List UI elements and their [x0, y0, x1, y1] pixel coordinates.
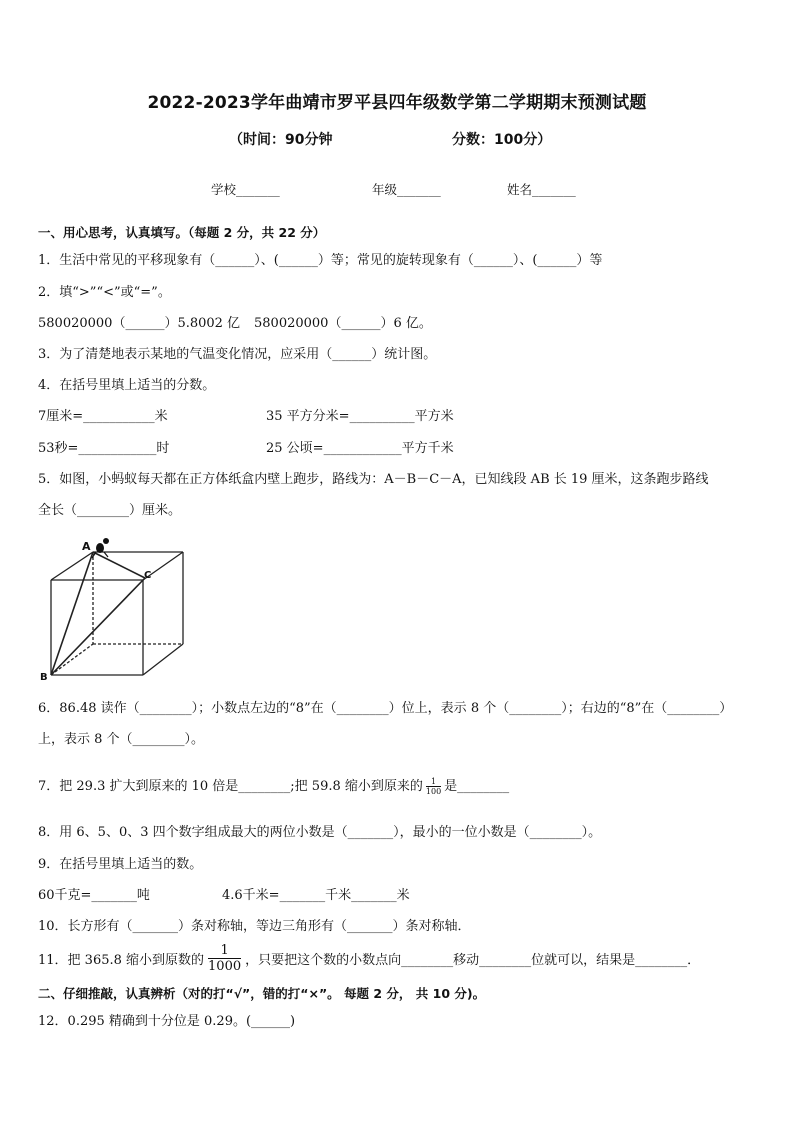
question-4c: 53秒=____________时 [38, 441, 170, 456]
section-1-heading: 一、用心思考，认真填写。（每题 2 分，共 22 分） [38, 225, 326, 240]
vertex-b-label: B [40, 672, 48, 683]
fraction-1-1000 [208, 943, 241, 974]
question-6-line1: 6．86.48 读作（________）；小数点左边的“8”在（________）位上，表示 8 个（________）；右边的“8”在（________） [38, 701, 733, 716]
question-5-line2: 全长（________）厘米。 [38, 503, 182, 518]
vertex-a-label: A [82, 540, 91, 553]
fraction-numerator: 1 [208, 943, 241, 959]
question-11-text: 11．把 365.8 缩小到原数的 [38, 953, 205, 968]
question-5-line1: 5．如图，小蚂蚁每天都在正方体纸盒内壁上跑步，路线为：A－B－C－A，已知线段 AB 长 19 厘米，这条跑步路线 [38, 472, 709, 487]
page-title: 2022-2023学年曲靖市罗平县四年级数学第二学期期末预测试题 [147, 93, 647, 113]
question-3: 3．为了清楚地表示某地的气温变化情况，应采用（______）统计图。 [38, 347, 437, 362]
name-field: 姓名_______ [507, 182, 576, 197]
question-6-line2: 上，表示 8 个（________）。 [38, 732, 205, 747]
question-7-text: 7．把 29.3 扩大到原来的 10 倍是________;把 59.8 缩小到原来的 [38, 779, 423, 794]
question-4: 4．在括号里填上适当的分数。 [38, 378, 216, 393]
fraction-denominator: 100 [425, 787, 442, 796]
question-4d: 25 公顷=____________平方千米 [266, 441, 454, 456]
exam-score: 分数：100分） [452, 132, 552, 148]
question-7 [38, 775, 509, 796]
question-8: 8．用 6、5、0、3 四个数字组成最大的两位小数是（_______），最小的一位小数是（________）。 [38, 825, 602, 840]
question-2a: 580020000（______）5.8002 亿 [38, 316, 241, 331]
grade-field: 年级_______ [372, 182, 441, 197]
vertex-c-label: C [144, 570, 152, 581]
question-9b: 4.6千米=_______千米_______米 [222, 888, 410, 903]
section-2-heading: 二、仔细推敲，认真辨析（对的打“√”，错的打“×”。 每题 2 分， 共 10 分)。 [38, 986, 486, 1001]
question-10: 10．长方形有（_______）条对称轴，等边三角形有（_______）条对称轴． [38, 919, 471, 934]
question-1: 1．生活中常见的平移现象有（______）、(______）等；常见的旋转现象有（______）、(______）等 [38, 253, 603, 268]
question-4a: 7厘米=___________米 [38, 409, 168, 424]
question-11 [38, 943, 700, 974]
question-2: 2．填“>”“<”或“=”。 [38, 285, 171, 300]
question-12: 12．0.295 精确到十分位是 0.29。(______) [38, 1014, 296, 1029]
fraction-1-100 [426, 777, 441, 796]
question-7-tail: 是________ [444, 779, 510, 794]
question-2b: 580020000（______）6 亿。 [254, 316, 432, 331]
exam-time: （时间：90分钟 [229, 132, 333, 148]
school-field: 学校_______ [211, 182, 280, 197]
fraction-denominator: 1000 [208, 959, 242, 974]
question-9a: 60千克=_______吨 [38, 888, 150, 903]
fraction-numerator: 1 [426, 777, 441, 787]
cube-figure [38, 528, 188, 688]
question-4b: 35 平方分米=__________平方米 [266, 409, 454, 424]
question-9: 9．在括号里填上适当的数。 [38, 857, 203, 872]
question-11-tail: ，只要把这个数的小数点向________移动________位就可以，结果是________． [245, 953, 701, 968]
